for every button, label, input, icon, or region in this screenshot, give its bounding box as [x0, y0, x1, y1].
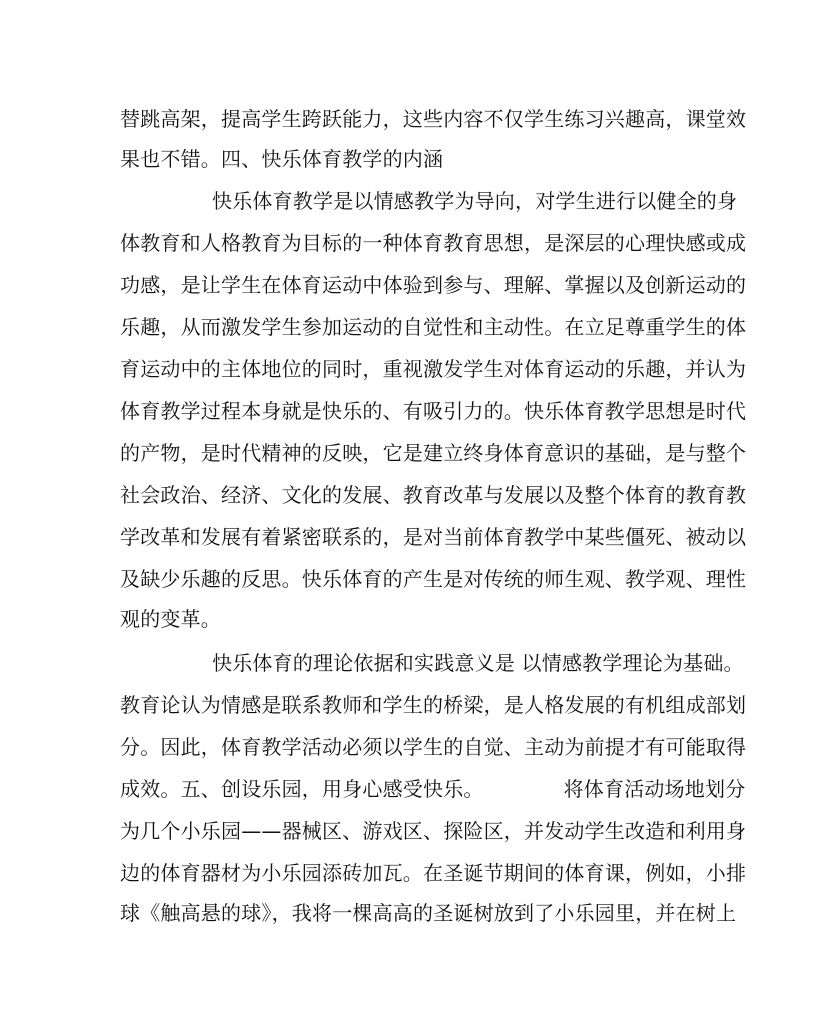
line-text: 功感，是让学生在体育运动中体验到参与、理解、掌握以及创新运动的 [120, 273, 747, 297]
line-text: 教育论认为情感是联系教师和学生的桥梁，是人格发展的有机组成部划 [120, 693, 747, 717]
line-text: 社会政治、经济、文化的发展、教育改革与发展以及整个体育的教育教 [120, 483, 747, 507]
text-line [120, 480, 746, 510]
line-text: 成效。五、创设乐园，用身心感受快乐。 [120, 777, 484, 801]
line-text: 学改革和发展有着紧密联系的，是对当前体育教学中某些僵死、被动以 [120, 525, 747, 549]
text-line [120, 816, 746, 846]
line-text: 体教育和人格教育为目标的一种体育教育思想，是深层的心理快感或成 [120, 231, 747, 255]
line-text: 将体育活动场地划分 [563, 777, 746, 801]
text-line [120, 858, 746, 888]
text-line [120, 228, 746, 258]
text-line [120, 898, 736, 928]
text-line [120, 396, 746, 426]
line-text: 替跳高架，提高学生跨跃能力，这些内容不仅学生练习兴趣高，课堂效 [120, 107, 747, 131]
line-text: 为几个小乐园——器械区、游戏区、探险区，并发动学生改造和利用身 [120, 819, 747, 843]
text-line [120, 144, 443, 174]
line-text: 快乐体育的理论依据和实践意义是 以情感教学理论为基础。 [212, 651, 744, 675]
line-text: 球《触高悬的球》，我将一棵高高的圣诞树放到了小乐园里，并在树上 [120, 901, 737, 925]
text-line [120, 564, 746, 594]
line-text: 育运动中的主体地位的同时，重视激发学生对体育运动的乐趣，并认为 [120, 357, 747, 381]
text-line [120, 690, 746, 720]
line-text: 及缺少乐趣的反思。快乐体育的产生是对传统的师生观、教学观、理性 [120, 567, 747, 591]
text-line [120, 104, 746, 134]
text-line [120, 604, 221, 634]
text-line [120, 354, 746, 384]
text-line [120, 522, 746, 552]
line-text: 快乐体育教学是以情感教学为导向，对学生进行以健全的身 [212, 189, 738, 213]
line-text: 果也不错。四、快乐体育教学的内涵 [120, 147, 444, 171]
text-line [120, 774, 745, 804]
text-line [120, 438, 746, 468]
text-line [120, 186, 737, 216]
line-text: 乐趣，从而激发学生参加运动的自觉性和主动性。在立足尊重学生的体 [120, 315, 747, 339]
text-line [120, 732, 746, 762]
line-text: 分。因此，体育教学活动必须以学生的自觉、主动为前提才有可能取得 [120, 735, 747, 759]
text-line [120, 312, 746, 342]
line-text: 边的体育器材为小乐园添砖加瓦。在圣诞节期间的体育课，例如，小排 [120, 861, 747, 885]
line-text: 体育教学过程本身就是快乐的、有吸引力的。快乐体育教学思想是时代 [120, 399, 747, 423]
line-text: 的产物，是时代精神的反映，它是建立终身体育意识的基础，是与整个 [120, 441, 747, 465]
text-line [120, 648, 744, 678]
text-line [120, 270, 746, 300]
line-text: 观的变革。 [120, 607, 221, 631]
